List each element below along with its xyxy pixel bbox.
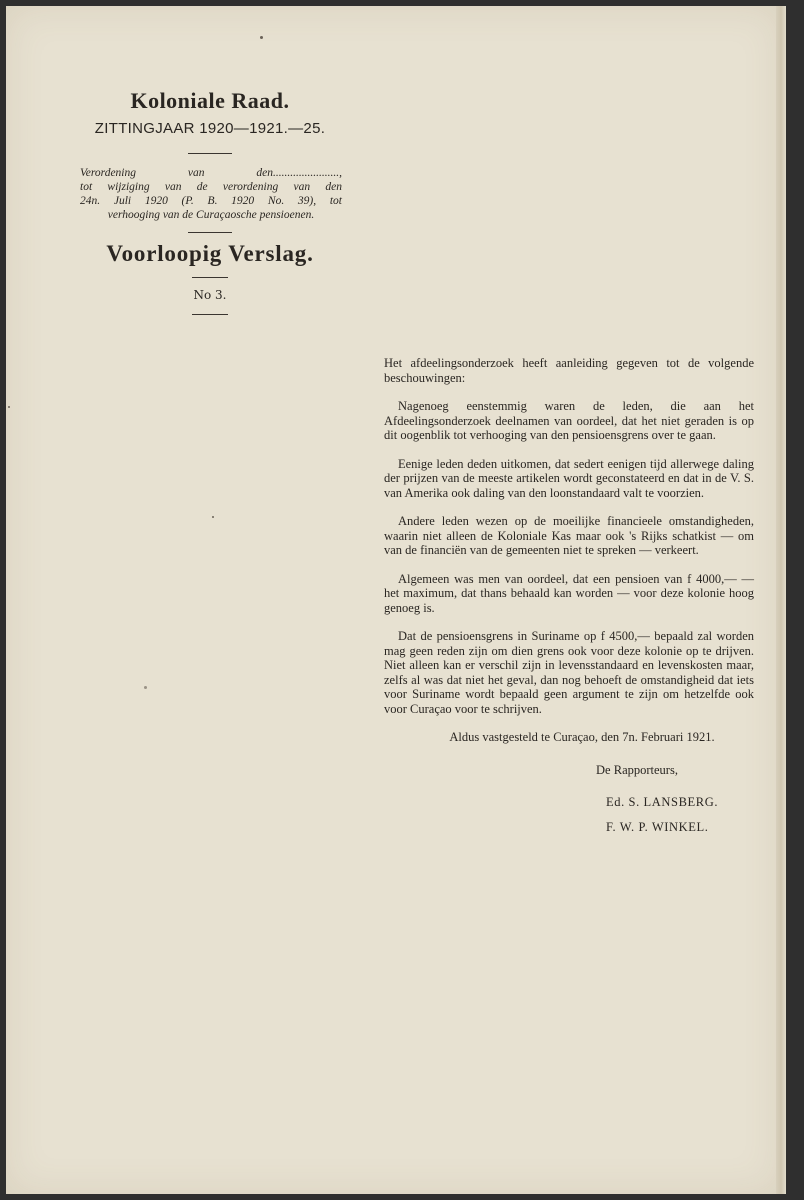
rapporteurs-label: De Rapporteurs,: [596, 762, 678, 777]
paper-speck: [260, 36, 263, 39]
body-paragraph: Dat de pensioensgrens in Suriname op f 4500,— bepaald zal worden mag geen reden zijn om dien grens ook voor deze kolonie op te drijven. Niet alleen kan er verschil zijn in levensstandaard en levenskosten maar, zelfs al was dat niet het geval, dan nog behoeft de omstandigheid dat iets voor Suriname wordt bepaald geen argument te zijn om hetzelfde ook voor Curaçao voor te schrijven.: [384, 629, 754, 716]
session-year: ZITTINGJAAR 1920—1921.—25.: [94, 120, 326, 137]
paper-speck: [212, 516, 214, 518]
report-number: No 3.: [193, 288, 227, 302]
body-paragraph: Nagenoeg eenstemmig waren de leden, die aan het Afdeelingsonderzoek deelnamen van oordeel, dat het niet geraden is op dit oogenblik tot verhooging van den pensioensgrens over te gaan.: [384, 399, 754, 442]
subject-line: tot wijziging van de verordening van den: [80, 181, 342, 193]
paper-speck: [8, 406, 10, 408]
body-paragraph: Het afdeelingsonderzoek heeft aanleiding gegeven tot de volgende beschouwingen:: [384, 356, 754, 385]
paper-speck: [144, 686, 147, 689]
body-paragraph: Andere leden wezen op de moeilijke financieele omstandigheden, waarin niet alleen de Koloniale Kas maar ook 's Rijks schatkist — om van de financiën van de gemeenten niet te spreken — verkeert.: [384, 514, 754, 557]
page-edge: [776, 6, 786, 1194]
report-title: Voorloopig Verslag.: [106, 241, 314, 266]
subject-line: 24n. Juli 1920 (P. B. 1920 No. 39), tot: [80, 195, 342, 207]
report-body: [384, 356, 754, 834]
body-paragraph: Algemeen was men van oordeel, dat een pensioen van f 4000,— — het maximum, dat thans behaald kan worden — voor deze kolonie hoog genoeg is.: [384, 571, 754, 615]
closing-date: Aldus vastgesteld te Curaçao, den 7n. Februari 1921.: [449, 730, 715, 744]
divider: [188, 153, 232, 154]
signatory: F. W. P. WINKEL.: [606, 819, 709, 834]
divider: [188, 232, 232, 233]
signatory: Ed. S. LANSBERG.: [606, 795, 719, 809]
document-header: [70, 88, 350, 315]
subject-line: verhooging van de Curaçaosche pensioenen.: [107, 209, 315, 221]
council-title: Koloniale Raad.: [130, 88, 290, 113]
subject-line: Verordening van den.......................,: [80, 167, 342, 179]
body-paragraph: Eenige leden deden uitkomen, dat sedert eenigen tijd allerwege daling der prijzen van de meeste artikelen wordt geconstateerd en dat in de V. S. van Amerika ook daling van den loonstandaard valt te voorzien.: [384, 456, 754, 500]
divider: [192, 277, 228, 278]
divider: [192, 314, 228, 315]
ordinance-subject: [70, 166, 350, 222]
